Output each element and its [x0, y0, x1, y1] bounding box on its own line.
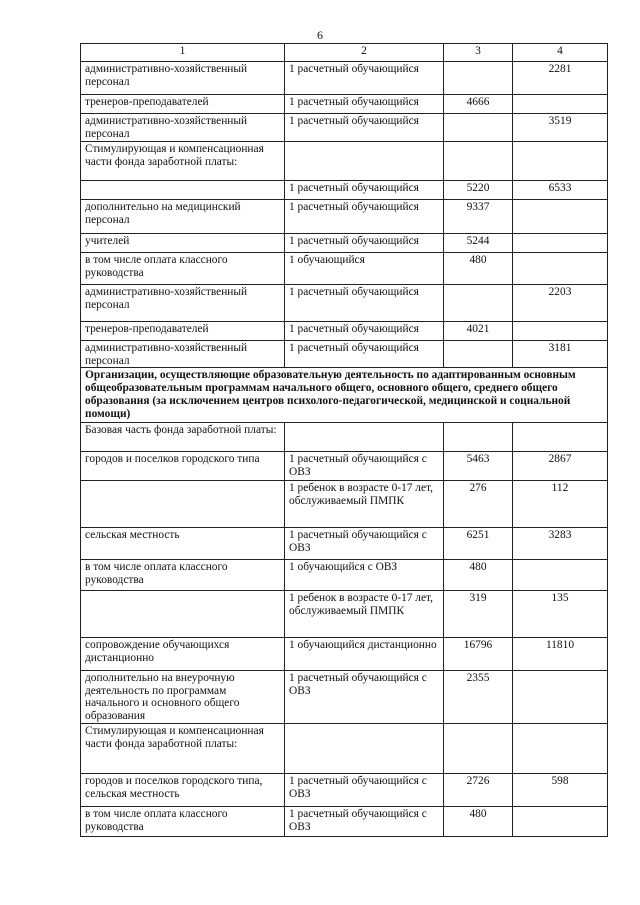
- page-number: 6: [317, 28, 323, 42]
- table-row: [81, 671, 608, 724]
- table-row: [81, 807, 608, 837]
- value-col4: [513, 423, 608, 452]
- row-label: городов и поселков городского типа, сельская местность: [81, 774, 285, 807]
- value-col4: [513, 724, 608, 774]
- calculation-unit: 1 расчетный обучающийся с ОВЗ: [285, 528, 444, 560]
- row-label: в том числе оплата классного руководства: [81, 807, 285, 837]
- table-row: [81, 234, 608, 253]
- table-row: [81, 481, 608, 528]
- value-col3: 4021: [444, 322, 513, 341]
- row-label: дополнительно на медицинский персонал: [81, 200, 285, 234]
- table-row: [81, 200, 608, 234]
- row-label: в том числе оплата классного руководства: [81, 253, 285, 285]
- row-label: административно-хозяйственный персонал: [81, 285, 285, 322]
- value-col3: 2726: [444, 774, 513, 807]
- value-col3: 2355: [444, 671, 513, 724]
- table-row: [81, 423, 608, 452]
- value-col4: 2203: [513, 285, 608, 322]
- calculation-unit: 1 расчетный обучающийся: [285, 95, 444, 114]
- row-label: учителей: [81, 234, 285, 253]
- value-col4: [513, 234, 608, 253]
- value-col3: [444, 285, 513, 322]
- section-title: Организации, осуществляющие образовательную деятельность по адаптированным основным общеобразовательным программам начального общего, основного общего, среднего общего образования (за исключением центров психолого-педагогической, медицинской и социальной помощи): [81, 368, 608, 423]
- calculation-unit: 1 ребенок в возрасте 0-17 лет, обслуживаемый ПМПК: [285, 481, 444, 528]
- row-label: административно-хозяйственный персонал: [81, 341, 285, 368]
- table-row: [81, 95, 608, 114]
- value-col4: [513, 142, 608, 181]
- calculation-unit: [285, 724, 444, 774]
- row-label: городов и поселков городского типа: [81, 452, 285, 481]
- value-col4: [513, 560, 608, 591]
- value-col3: 6251: [444, 528, 513, 560]
- value-col4: 3181: [513, 341, 608, 368]
- calculation-unit: [285, 423, 444, 452]
- row-label: административно-хозяйственный персонал: [81, 114, 285, 142]
- row-label: дополнительно на внеурочную деятельность по программам начального и основного общего образования: [81, 671, 285, 724]
- value-col4: 2281: [513, 62, 608, 95]
- calculation-unit: [285, 142, 444, 181]
- column-number-2: 2: [285, 44, 444, 62]
- table-row: [81, 638, 608, 671]
- calculation-unit: 1 расчетный обучающийся: [285, 285, 444, 322]
- value-col3: 480: [444, 253, 513, 285]
- calculation-unit: 1 обучающийся с ОВЗ: [285, 560, 444, 591]
- value-col4: 6533: [513, 181, 608, 200]
- value-col4: 11810: [513, 638, 608, 671]
- value-col4: [513, 95, 608, 114]
- value-col3: 4666: [444, 95, 513, 114]
- table-row: [81, 253, 608, 285]
- row-label: [81, 591, 285, 638]
- value-col3: 319: [444, 591, 513, 638]
- table-row: [81, 62, 608, 95]
- row-label: Стимулирующая и компенсационная части фонда заработной платы:: [81, 142, 285, 181]
- calculation-unit: 1 расчетный обучающийся: [285, 234, 444, 253]
- value-col3: 276: [444, 481, 513, 528]
- table-row: [81, 181, 608, 200]
- row-label: административно-хозяйственный персонал: [81, 62, 285, 95]
- row-label: тренеров-преподавателей: [81, 322, 285, 341]
- value-col3: 16796: [444, 638, 513, 671]
- calculation-unit: 1 расчетный обучающийся с ОВЗ: [285, 671, 444, 724]
- value-col3: [444, 423, 513, 452]
- value-col3: 9337: [444, 200, 513, 234]
- calculation-unit: 1 ребенок в возрасте 0-17 лет, обслуживаемый ПМПК: [285, 591, 444, 638]
- table-row: [81, 452, 608, 481]
- row-label: Стимулирующая и компенсационная части фонда заработной платы:: [81, 724, 285, 774]
- row-label: [81, 181, 285, 200]
- calculation-unit: 1 расчетный обучающийся: [285, 181, 444, 200]
- value-col3: [444, 62, 513, 95]
- column-number-3: 3: [444, 44, 513, 62]
- row-label: сельская местность: [81, 528, 285, 560]
- value-col3: 5244: [444, 234, 513, 253]
- value-col3: 5220: [444, 181, 513, 200]
- table-row: [81, 560, 608, 591]
- column-number-1: 1: [81, 44, 285, 62]
- table-row: [81, 591, 608, 638]
- calculation-unit: 1 обучающийся дистанционно: [285, 638, 444, 671]
- column-number-4: 4: [513, 44, 608, 62]
- value-col3: [444, 114, 513, 142]
- calculation-unit: 1 расчетный обучающийся с ОВЗ: [285, 774, 444, 807]
- table-row: [81, 114, 608, 142]
- table-row: [81, 142, 608, 181]
- value-col4: [513, 807, 608, 837]
- table-row: [81, 528, 608, 560]
- value-col4: 598: [513, 774, 608, 807]
- value-col4: [513, 671, 608, 724]
- table-row: [81, 285, 608, 322]
- value-col4: 112: [513, 481, 608, 528]
- calculation-unit: 1 расчетный обучающийся: [285, 114, 444, 142]
- funding-standards-table: [80, 43, 608, 837]
- table-row: [81, 341, 608, 368]
- value-col3: 480: [444, 807, 513, 837]
- calculation-unit: 1 расчетный обучающийся с ОВЗ: [285, 452, 444, 481]
- row-label: Базовая часть фонда заработной платы:: [81, 423, 285, 452]
- value-col3: [444, 142, 513, 181]
- value-col3: [444, 341, 513, 368]
- calculation-unit: 1 расчетный обучающийся с ОВЗ: [285, 807, 444, 837]
- row-label: тренеров-преподавателей: [81, 95, 285, 114]
- value-col3: 480: [444, 560, 513, 591]
- row-label: сопровождение обучающихся дистанционно: [81, 638, 285, 671]
- table-row: [81, 724, 608, 774]
- calculation-unit: 1 расчетный обучающийся: [285, 62, 444, 95]
- value-col4: 3283: [513, 528, 608, 560]
- value-col4: [513, 322, 608, 341]
- table-row: [81, 322, 608, 341]
- section-header-row: [81, 368, 608, 423]
- row-label: в том числе оплата классного руководства: [81, 560, 285, 591]
- calculation-unit: 1 обучающийся: [285, 253, 444, 285]
- value-col4: [513, 200, 608, 234]
- table-row: [81, 774, 608, 807]
- value-col4: 3519: [513, 114, 608, 142]
- value-col3: [444, 724, 513, 774]
- calculation-unit: 1 расчетный обучающийся: [285, 322, 444, 341]
- value-col4: 135: [513, 591, 608, 638]
- table-header-row: [81, 44, 608, 62]
- value-col4: 2867: [513, 452, 608, 481]
- calculation-unit: 1 расчетный обучающийся: [285, 200, 444, 234]
- value-col3: 5463: [444, 452, 513, 481]
- calculation-unit: 1 расчетный обучающийся: [285, 341, 444, 368]
- value-col4: [513, 253, 608, 285]
- row-label: [81, 481, 285, 528]
